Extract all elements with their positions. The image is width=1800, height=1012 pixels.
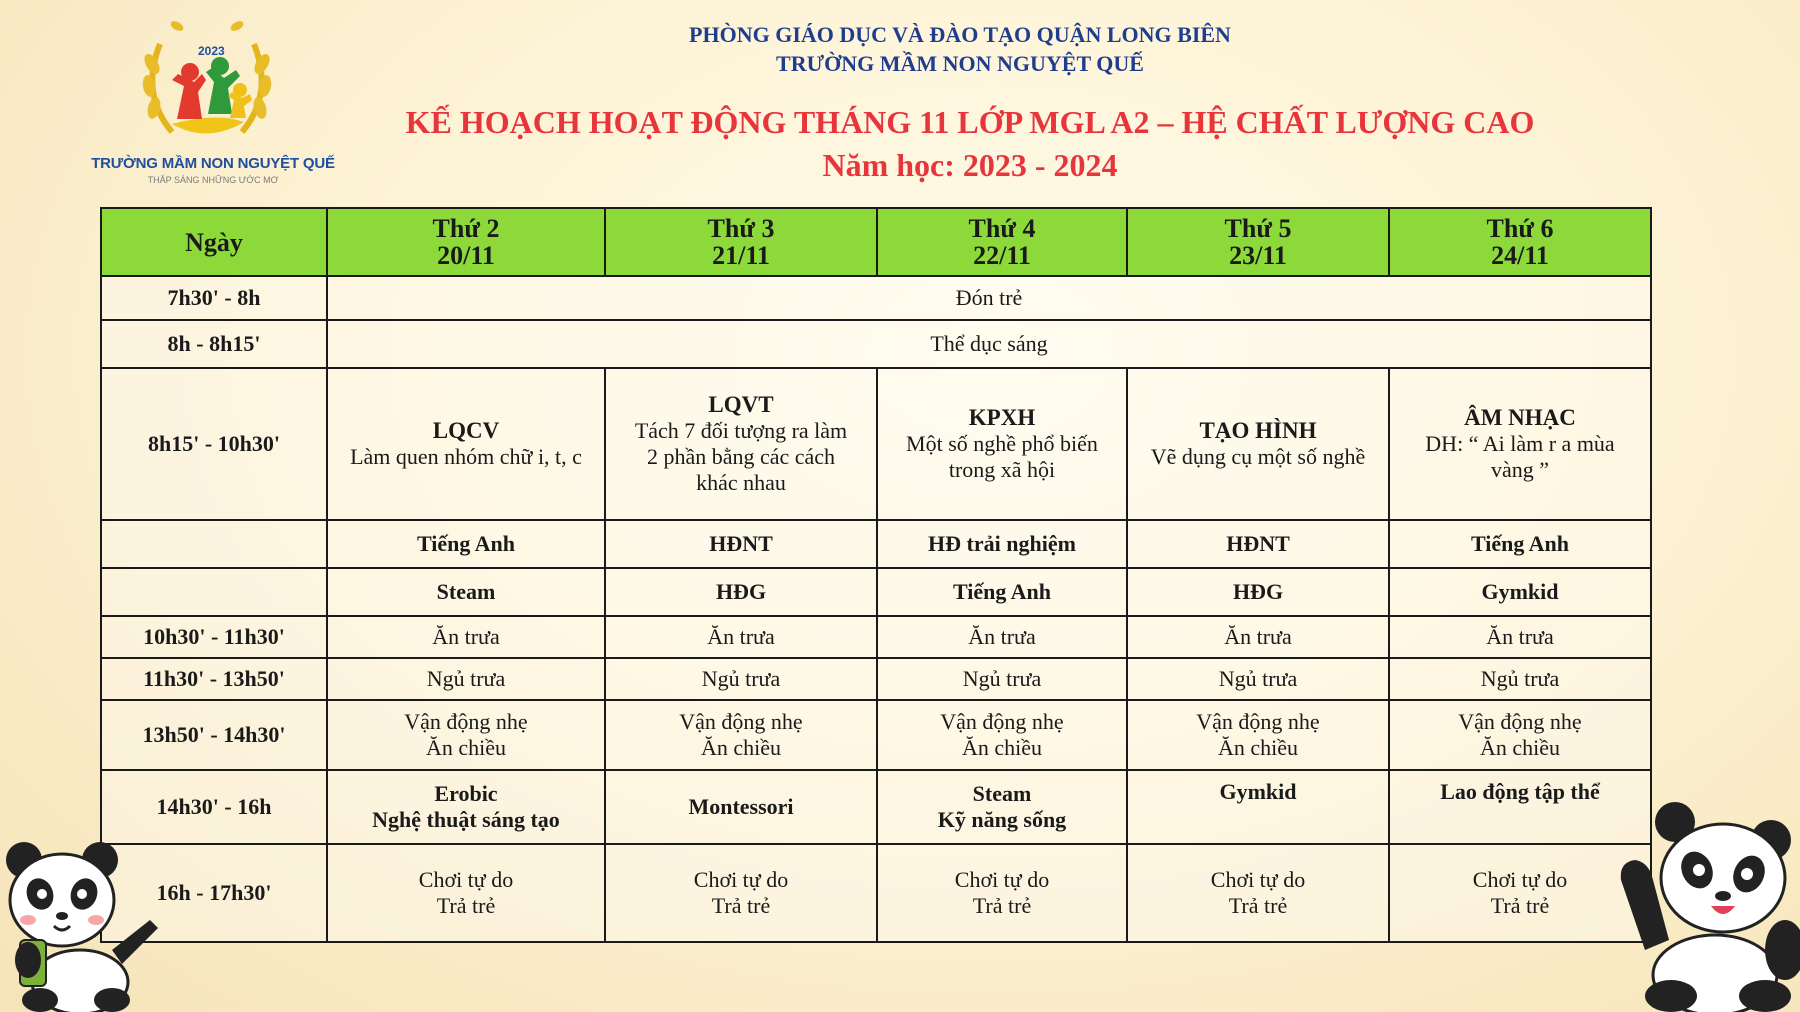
activity-cell: HĐG [605,568,877,616]
table-row [101,320,1651,368]
activity-cell: Vận động nhẹ Ăn chiều [877,700,1127,770]
activity-cell: Vận động nhẹ Ăn chiều [1389,700,1651,770]
table-row [101,658,1651,700]
table-row [101,520,1651,568]
time-cell: 16h - 17h30' [101,844,327,942]
day-header: Thứ 2 20/11 [327,208,605,276]
schedule-table [100,207,1652,943]
school-logo [80,14,340,194]
activity-cell: ÂM NHẠC DH: “ Ai làm r a mùa vàng ” [1389,368,1651,520]
activity-cell: Ngủ trưa [327,658,605,700]
table-row [101,700,1651,770]
activity-cell: Erobic Nghệ thuật sáng tạo [327,770,605,844]
activity-cell: Ngủ trưa [605,658,877,700]
day-header: Thứ 5 23/11 [1127,208,1389,276]
day-header: Thứ 4 22/11 [877,208,1127,276]
activity-cell: HĐNT [1127,520,1389,568]
merged-activity-cell: Đón trẻ [327,276,1651,320]
header-row [101,208,1651,276]
time-cell: 13h50' - 14h30' [101,700,327,770]
logo-year: 2023 [198,44,225,58]
activity-cell: Chơi tự do Trả trẻ [327,844,605,942]
corner-header: Ngày [101,208,327,276]
logo-slogan: THẮP SÁNG NHỮNG ƯỚC MƠ [147,175,279,185]
activity-cell: Ăn trưa [877,616,1127,658]
panda-waving-icon [1615,800,1800,1012]
laurel-logo-icon [132,14,282,144]
activity-cell: HĐG [1127,568,1389,616]
table-row [101,616,1651,658]
activity-cell: Chơi tự do Trả trẻ [1389,844,1651,942]
day-header: Thứ 6 24/11 [1389,208,1651,276]
activity-cell: Gymkid [1127,770,1389,844]
table-row [101,276,1651,320]
activity-cell: Chơi tự do Trả trẻ [877,844,1127,942]
activity-cell: HĐ trải nghiệm [877,520,1127,568]
activity-cell: Ăn trưa [327,616,605,658]
activity-cell: Tiếng Anh [327,520,605,568]
school-year: Năm học: 2023 - 2024 [822,147,1118,183]
time-cell: 11h30' - 13h50' [101,658,327,700]
page-title: KẾ HOẠCH HOẠT ĐỘNG THÁNG 11 LỚP MGL A2 – HỆ CHẤT LƯỢNG CAO [405,104,1535,140]
activity-cell: Vận động nhẹ Ăn chiều [605,700,877,770]
activity-cell: HĐNT [605,520,877,568]
activity-cell: Ngủ trưa [1389,658,1651,700]
day-header: Thứ 3 21/11 [605,208,877,276]
school-name: TRƯỜNG MẦM NON NGUYỆT QUẾ [776,51,1144,76]
activity-cell: Steam [327,568,605,616]
time-cell: 8h15' - 10h30' [101,368,327,520]
activity-cell: Steam Kỹ năng sống [877,770,1127,844]
table-row [101,770,1651,844]
activity-cell: Vận động nhẹ Ăn chiều [1127,700,1389,770]
activity-cell: Vận động nhẹ Ăn chiều [327,700,605,770]
activity-cell: Ngủ trưa [1127,658,1389,700]
time-cell [101,520,327,568]
time-cell: 8h - 8h15' [101,320,327,368]
activity-cell: Tiếng Anh [877,568,1127,616]
activity-cell: Tiếng Anh [1389,520,1651,568]
table-row [101,844,1651,942]
activity-cell: TẠO HÌNH Vẽ dụng cụ một số nghề [1127,368,1389,520]
table-row [101,568,1651,616]
activity-cell: Chơi tự do Trả trẻ [605,844,877,942]
activity-cell: LQCV Làm quen nhóm chữ i, t, c [327,368,605,520]
activity-cell: Ngủ trưa [877,658,1127,700]
activity-cell: Lao động tập thể [1389,770,1651,844]
time-cell: 10h30' - 11h30' [101,616,327,658]
activity-cell: Ăn trưa [1389,616,1651,658]
activity-cell: Chơi tự do Trả trẻ [1127,844,1389,942]
activity-cell: Montessori [605,770,877,844]
activity-cell: Ăn trưa [1127,616,1389,658]
time-cell [101,568,327,616]
activity-cell: LQVT Tách 7 đối tượng ra làm 2 phần bằng các cách khác nhau [605,368,877,520]
logo-school-name: TRƯỜNG MẦM NON NGUYỆT QUẾ [91,155,335,172]
activity-cell: Ăn trưa [605,616,877,658]
time-cell: 7h30' - 8h [101,276,327,320]
merged-activity-cell: Thể dục sáng [327,320,1651,368]
activity-cell: KPXH Một số nghề phổ biến trong xã hội [877,368,1127,520]
panda-holding-phone-icon [0,832,165,1012]
table-row [101,368,1651,520]
activity-cell: Gymkid [1389,568,1651,616]
time-cell: 14h30' - 16h [101,770,327,844]
department-name: PHÒNG GIÁO DỤC VÀ ĐÀO TẠO QUẬN LONG BIÊN [689,22,1231,47]
